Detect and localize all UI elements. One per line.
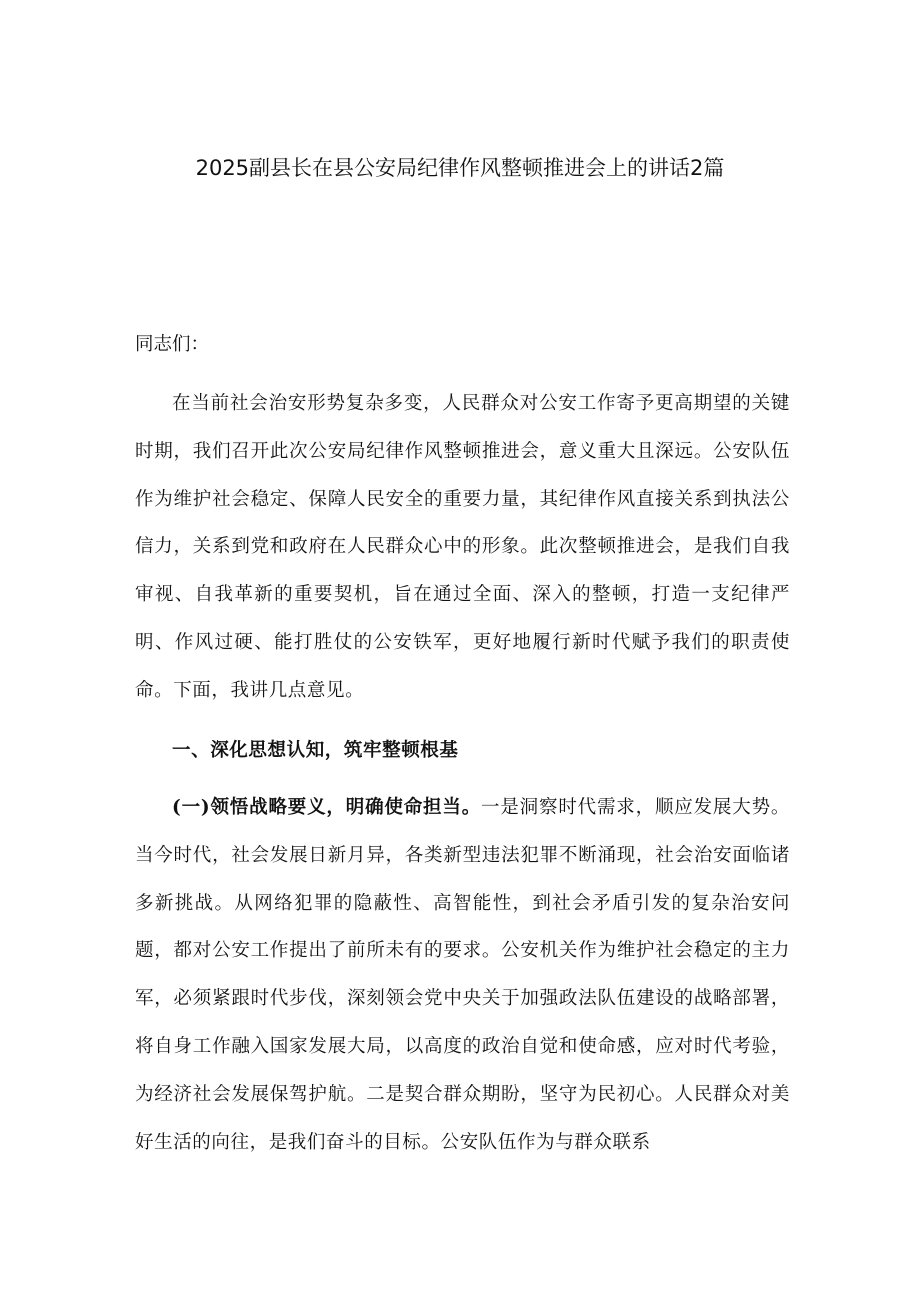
paragraph-body: 一是洞察时代需求，顺应发展大势。当今时代，社会发展日新月异，各类新型违法犯罪不断涌现，社会治安面临诸多新挑战。从网络犯罪的隐蔽性、高智能性，到社会矛盾引发的复杂治安问题，都对公安工作提出了前所未有的要求。公安机关作为维护社会稳定的主力军，必须紧跟时代步伐，深刻领会党中央关于加强政法队伍建设的战略部署，将自身工作融入国家发展大局，以高度的政治自觉和使命感，应对时代考验，为经济社会发展保驾护航。二是契合群众期盼，坚守为民初心。人民群众对美好生活的向往，是我们奋斗的目标。公安队伍作为与群众联系 xyxy=(135,797,790,1153)
document-title: 2025副县长在县公安局纪律作风整顿推进会上的讲话2篇 xyxy=(195,156,725,180)
paragraph-lead: (一)领悟战略要义，明确使命担当。 xyxy=(172,797,482,818)
section-heading-1: 一、深化思想认知，筑牢整顿根基 xyxy=(172,740,459,761)
paragraph-section1-part1 xyxy=(135,784,790,1166)
salutation: 同志们： xyxy=(135,334,210,355)
paragraph-intro: 在当前社会治安形势复杂多变，人民群众对公安工作寄予更高期望的关键时期，我们召开此次公安局纪律作风整顿推进会，意义重大且深远。公安队伍作为维护社会稳定、保障人民安全的重要力量，其纪律作风直接关系到执法公信力，关系到党和政府在人民群众心中的形象。此次整顿推进会，是我们自我审视、自我革新的重要契机，旨在通过全面、深入的整顿，打造一支纪律严明、作风过硬、能打胜仗的公安铁军，更好地履行新时代赋予我们的职责使命。下面，我讲几点意见。 xyxy=(135,393,790,701)
